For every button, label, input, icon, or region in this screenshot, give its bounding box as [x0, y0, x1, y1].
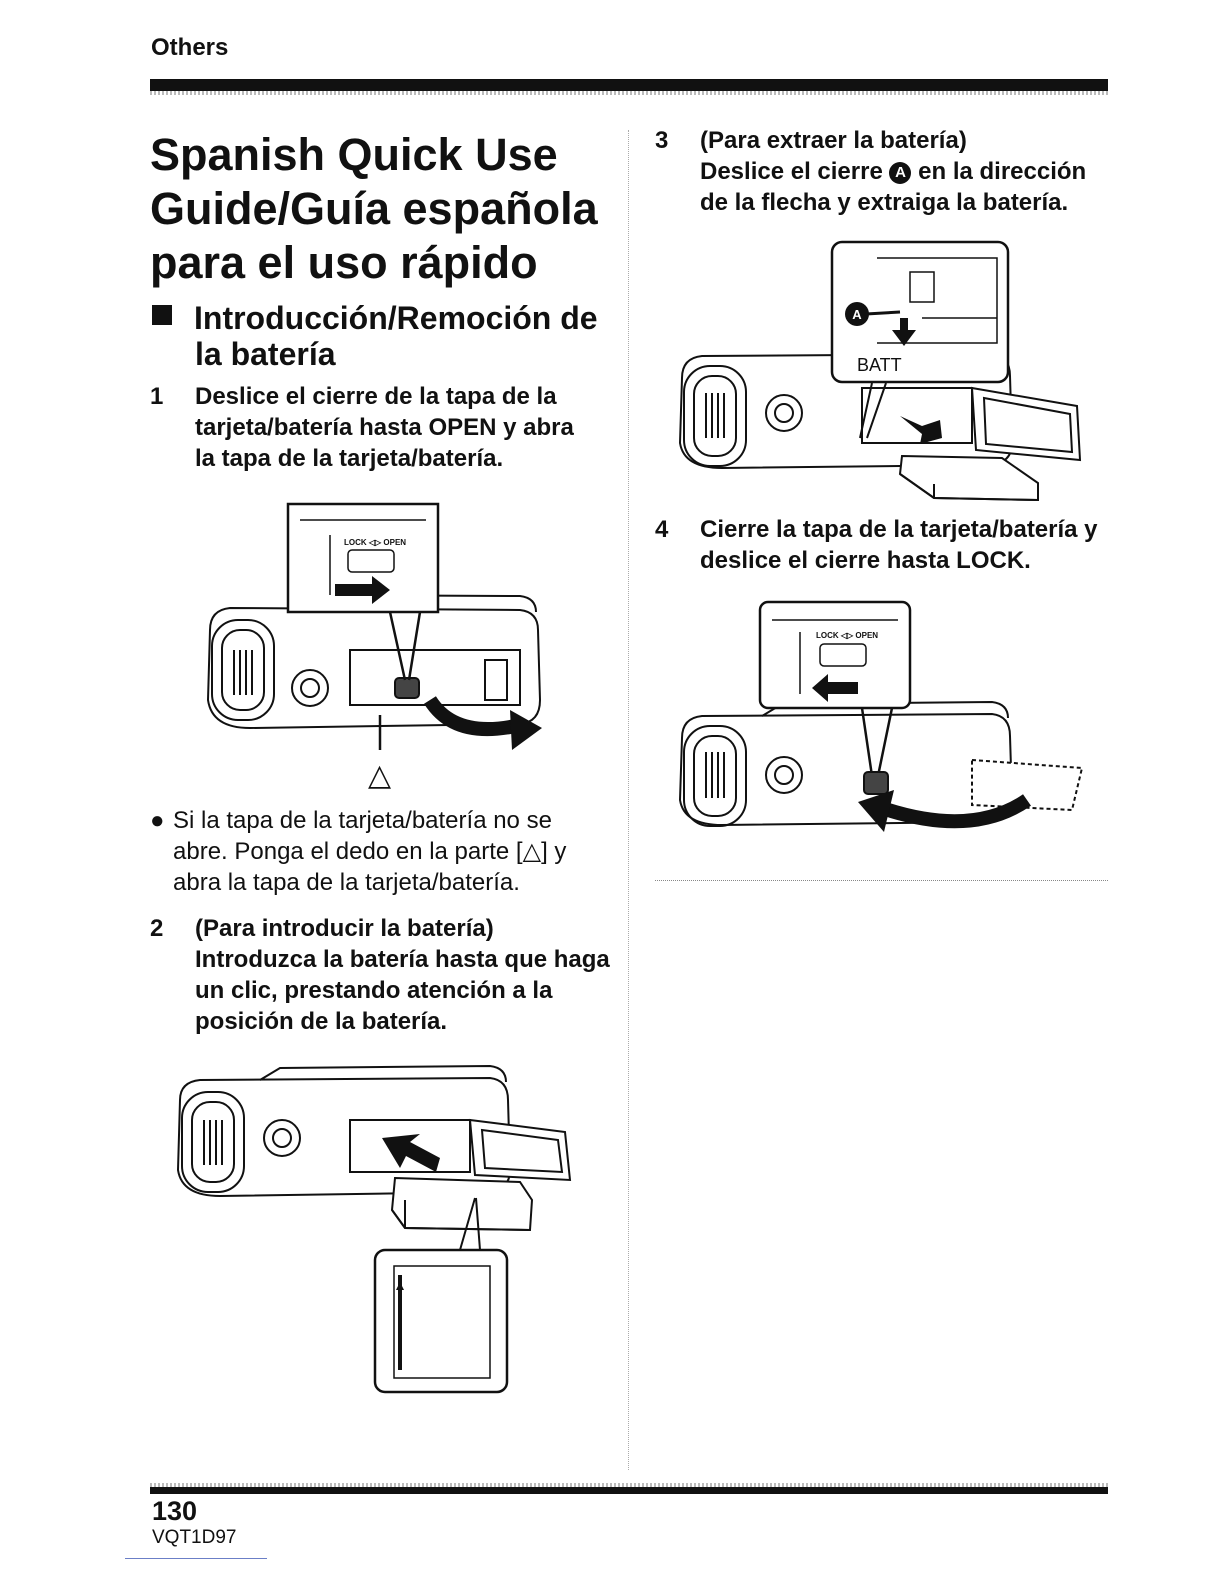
fig1-switch-label: LOCK ◁▷ OPEN — [344, 538, 407, 547]
step-3-line-1: (Para extraer la batería) — [700, 127, 967, 154]
square-bullet-icon — [152, 305, 172, 325]
step-4-text: Cierre la tapa de la tarjeta/batería y deslice el cierre hasta LOCK. — [700, 516, 1098, 574]
step-4 — [655, 514, 1115, 576]
note-text-after: ] y abra la tapa de la tarjeta/batería. — [173, 838, 567, 896]
section-heading — [150, 300, 620, 372]
model-code: VQT1D97 — [152, 1527, 237, 1548]
right-column-rule — [655, 880, 1108, 881]
title-line-2: Guide/Guía española — [150, 183, 598, 234]
top-rule — [150, 79, 1108, 91]
title-line-3: para el uso rápido — [150, 237, 538, 288]
step-1-number: 1 — [150, 383, 164, 410]
step-2-text: (Para introducir la batería) Introduzca la batería hasta que haga un clic, prestando atención a la posición de la batería. — [195, 915, 610, 1035]
column-divider — [628, 130, 629, 1470]
section-heading-line-1: Introducción/Remoción de — [194, 300, 598, 336]
a-marker-icon: A — [889, 162, 911, 184]
step-2 — [150, 913, 610, 1037]
step-3 — [655, 125, 1115, 218]
figure-open-door — [190, 500, 560, 800]
step-4-number: 4 — [655, 516, 669, 543]
note-text-before: Si la tapa de la tarjeta/batería no se abre. Ponga el dedo en la parte [ — [173, 807, 552, 865]
figure-remove-battery — [672, 238, 1092, 513]
fig3-a-marker: A — [852, 307, 862, 322]
fig4-switch-label: LOCK ◁▷ OPEN — [816, 631, 879, 640]
page-title — [150, 128, 620, 290]
step-1 — [150, 381, 600, 474]
top-rule-shadow — [150, 91, 1108, 95]
section-heading-line-2: la batería — [195, 336, 336, 372]
step-1-text: Deslice el cierre de la tapa de la tarjeta/batería hasta OPEN y abra la tapa de la tarjeta/batería. — [195, 383, 574, 472]
note — [150, 805, 610, 898]
footer-blue-rule — [125, 1558, 267, 1559]
note-triangle-symbol: △ — [522, 838, 542, 865]
step-3-number: 3 — [655, 127, 669, 154]
title-line-1: Spanish Quick Use — [150, 129, 558, 180]
figure-insert-battery — [170, 1060, 590, 1400]
fig1-triangle-mark: △ — [368, 759, 392, 792]
step-2-number: 2 — [150, 915, 164, 942]
figure-close-door — [672, 600, 1092, 840]
note-bullet: ● — [150, 807, 165, 834]
step-3-text-after: en la dirección de la flecha y extraiga la batería. — [700, 158, 1087, 216]
section-label: Others — [151, 34, 229, 61]
fig3-batt-label: BATT — [857, 355, 902, 375]
bottom-rule — [150, 1487, 1108, 1494]
page-number: 130 — [152, 1496, 198, 1526]
step-3-text-before: Deslice el cierre — [700, 158, 883, 185]
